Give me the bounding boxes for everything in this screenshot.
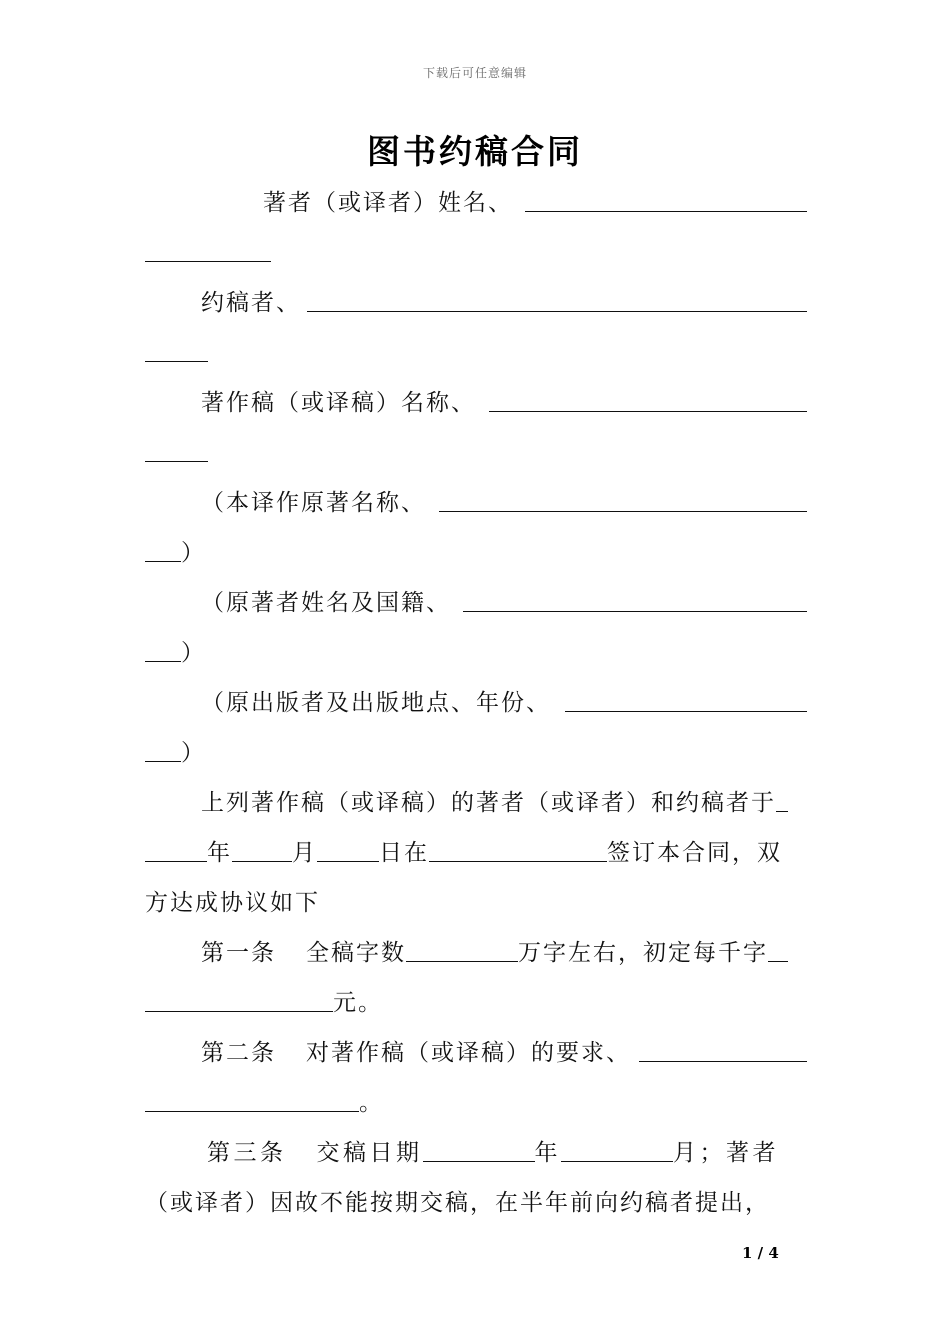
article-1-text-b: 万字左右，初定每千字 bbox=[518, 940, 768, 966]
word-count-blank[interactable] bbox=[406, 933, 518, 962]
author-label: 著者（或译者）姓名、 bbox=[263, 190, 513, 216]
work-title-blank[interactable] bbox=[489, 411, 807, 412]
work-title-label: 著作稿（或译稿）名称、 bbox=[201, 390, 476, 416]
rate-blank-lead[interactable] bbox=[768, 933, 788, 962]
original-title-field-continuation bbox=[145, 528, 807, 578]
author-field-line bbox=[145, 178, 807, 228]
document-body bbox=[145, 178, 807, 1228]
original-publisher-close: ） bbox=[181, 740, 206, 766]
article-1-line-2 bbox=[145, 978, 807, 1028]
signing-day-blank[interactable] bbox=[317, 833, 379, 862]
page-number: 1 / 4 bbox=[742, 1244, 779, 1262]
intro-line-1 bbox=[145, 778, 807, 828]
original-author-field-continuation bbox=[145, 628, 807, 678]
work-title-field-line bbox=[145, 378, 807, 428]
contractor-label: 约稿者、 bbox=[201, 290, 301, 316]
work-title-field-continuation bbox=[145, 428, 807, 478]
article-3-month: 月；著者 bbox=[673, 1140, 779, 1166]
article-2-line-2 bbox=[145, 1078, 807, 1128]
requirements-blank-cont[interactable] bbox=[145, 1083, 359, 1112]
original-publisher-blank-cont[interactable] bbox=[145, 733, 181, 762]
intro-text-3: 方达成协议如下 bbox=[145, 890, 320, 916]
intro-sign: 签订本合同，双 bbox=[607, 840, 782, 866]
author-blank-cont[interactable] bbox=[145, 233, 271, 262]
original-publisher-field-line bbox=[145, 678, 807, 728]
original-title-blank-cont[interactable] bbox=[145, 533, 181, 562]
delivery-year-blank[interactable] bbox=[423, 1133, 535, 1162]
article-2-text-a: 对著作稿（或译稿）的要求、 bbox=[306, 1040, 631, 1066]
original-publisher-field-continuation bbox=[145, 728, 807, 778]
intro-text-1: 上列著作稿（或译稿）的著者（或译者）和约稿者于 bbox=[201, 790, 776, 816]
intro-line-3 bbox=[145, 878, 807, 928]
work-title-blank-cont[interactable] bbox=[145, 433, 208, 462]
author-field-continuation bbox=[145, 228, 807, 278]
original-publisher-label: （原出版者及出版地点、年份、 bbox=[201, 690, 551, 716]
signing-month-blank[interactable] bbox=[232, 833, 292, 862]
intro-month: 月 bbox=[292, 840, 317, 866]
original-publisher-blank[interactable] bbox=[565, 711, 807, 712]
article-2-line-1 bbox=[145, 1028, 807, 1078]
original-author-blank[interactable] bbox=[463, 611, 807, 612]
delivery-month-blank[interactable] bbox=[561, 1133, 673, 1162]
article-2-label: 第二条 bbox=[201, 1040, 276, 1066]
contractor-field-continuation bbox=[145, 328, 807, 378]
original-author-blank-cont[interactable] bbox=[145, 633, 181, 662]
original-author-close: ） bbox=[181, 640, 206, 666]
article-2-text-b: 。 bbox=[359, 1090, 384, 1116]
article-1-text-a: 全稿字数 bbox=[306, 940, 406, 966]
requirements-blank[interactable] bbox=[639, 1061, 807, 1062]
rate-blank[interactable] bbox=[145, 983, 333, 1012]
page-header-note: 下载后可任意编辑 bbox=[422, 66, 527, 80]
contractor-blank-cont[interactable] bbox=[145, 333, 208, 362]
signing-year-blank[interactable] bbox=[145, 833, 207, 862]
article-3-year: 年 bbox=[534, 1140, 561, 1166]
original-author-label: （原著者姓名及国籍、 bbox=[201, 590, 451, 616]
document-title: 图书约稿合同 bbox=[367, 132, 583, 171]
original-author-field-line bbox=[145, 578, 807, 628]
article-3-line-2 bbox=[145, 1178, 807, 1228]
original-title-field-line bbox=[145, 478, 807, 528]
article-1-text-c: 元。 bbox=[333, 990, 383, 1016]
intro-year: 年 bbox=[207, 840, 232, 866]
article-1-line-1 bbox=[145, 928, 807, 978]
article-3-text-2: （或译者）因故不能按期交稿，在半年前向约稿者提出， bbox=[145, 1190, 770, 1216]
original-title-blank[interactable] bbox=[439, 511, 807, 512]
contractor-field-line bbox=[145, 278, 807, 328]
article-3-line-1 bbox=[145, 1128, 807, 1178]
intro-line-2 bbox=[145, 828, 807, 878]
contractor-blank[interactable] bbox=[307, 311, 807, 312]
article-3-text-a: 交稿日期 bbox=[316, 1140, 423, 1166]
article-1-label: 第一条 bbox=[201, 940, 276, 966]
signing-place-blank[interactable] bbox=[429, 833, 607, 862]
original-title-close: ） bbox=[181, 540, 206, 566]
intro-day-at: 日在 bbox=[379, 840, 429, 866]
original-title-label: （本译作原著名称、 bbox=[201, 490, 426, 516]
article-3-label: 第三条 bbox=[207, 1140, 287, 1166]
author-blank[interactable] bbox=[525, 211, 807, 212]
intro-date-lead-blank[interactable] bbox=[776, 783, 788, 812]
